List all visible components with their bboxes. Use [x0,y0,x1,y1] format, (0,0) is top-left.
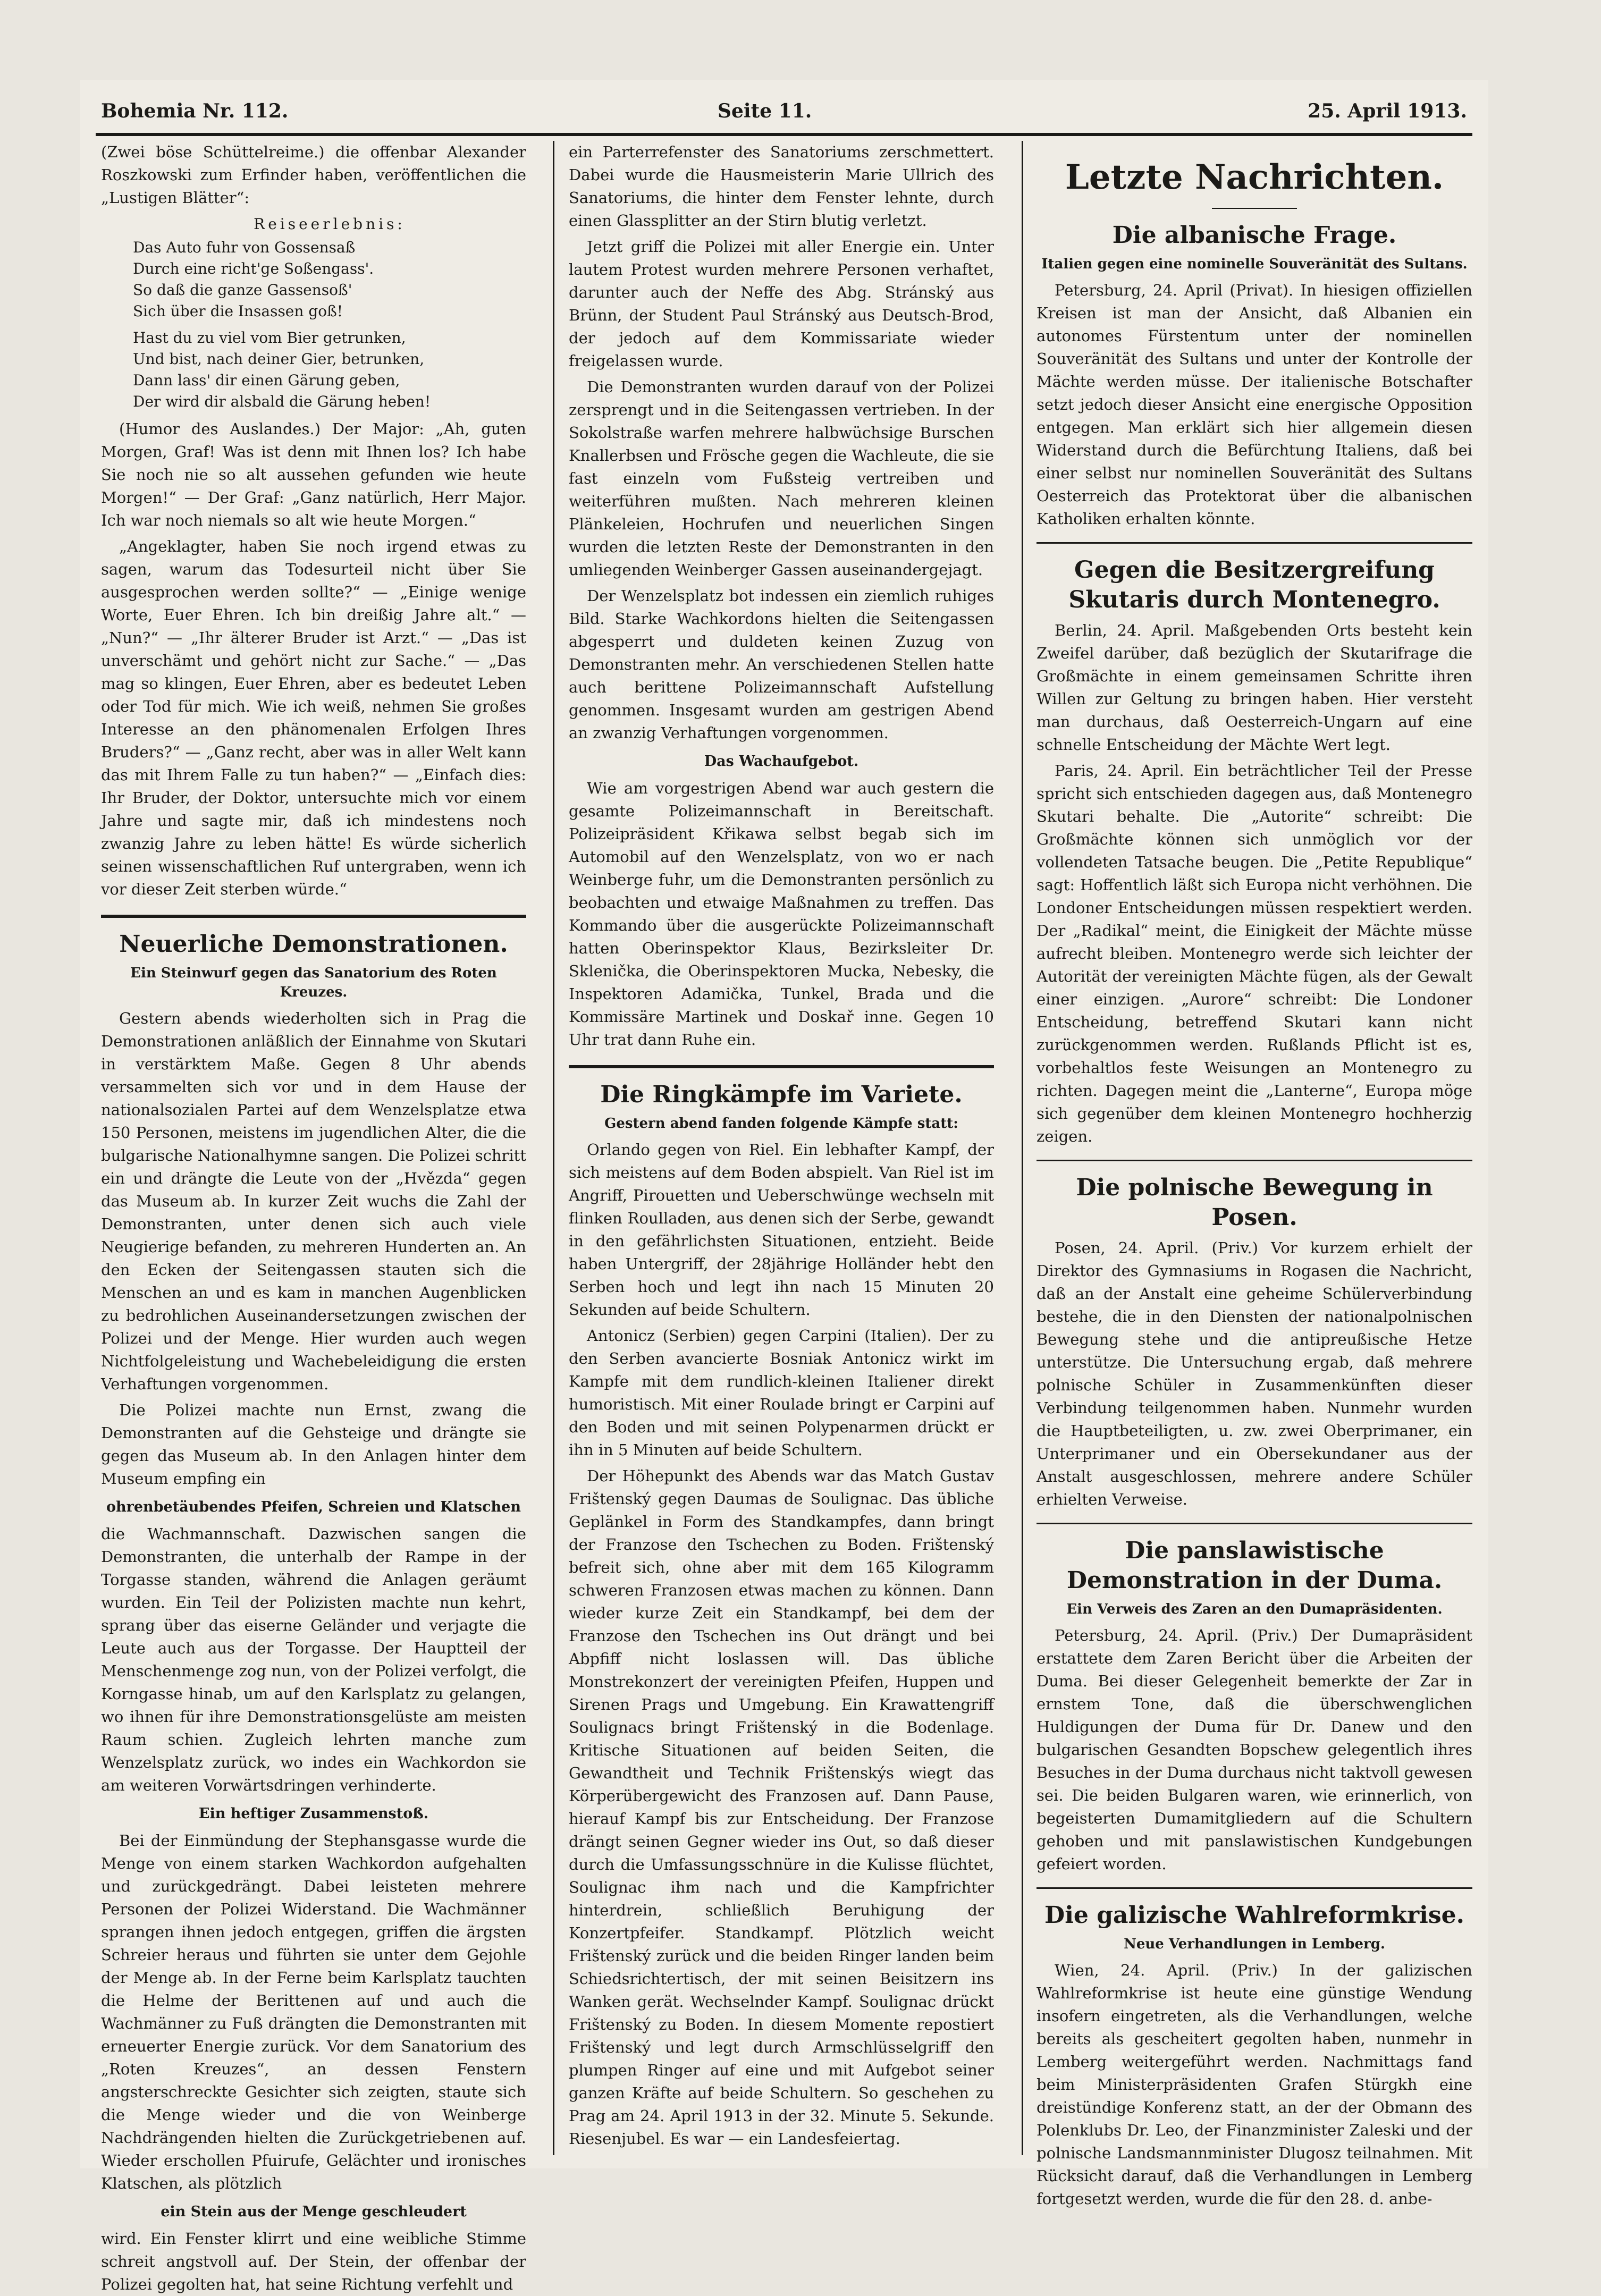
poem-2 [133,327,526,412]
article-paragraph: wird. Ein Fenster klirrt und eine weibliche Stimme schreit angstvoll auf. Der Stein, der offenbar der Polizei gegolten hat, hat seine Richtung verfehlt und [101,2230,526,2293]
article-paragraph: Berlin, 24. April. Maßgebenden Orts besteht kein Zweifel darüber, daß bezüglich der Skutarifrage die Großmächte in einem gemeinsamen Schritte ihren Willen zur Geltung zu bringen haben. Hier versteht man durchaus, daß Oesterreich-Ungarn auf eine schnelle Entscheidung der Mächte Wert legt. [1037,621,1472,754]
article-paragraph: Posen, 24. April. (Priv.) Vor kurzem erhielt der Direktor des Gymnasiums in Rogasen die Nachricht, daß an der Anstalt eine geheime Schülerverbindung bestehe, die in den Diensten der nationalpolnischen Bewegung stehe und die antipreußische Hetze unterstütze. Die Untersuchung ergab, daß mehrere polnische Schüler in Zusammenkünften dieser Verbindung teilgenommen haben. Nunmehr wurden die Hauptbeteiligten, u. zw. zwei Oberprimaner, ein Unterprimaner und ein Obersekundaner aus der Anstalt ausgeschlossen, mehrere andere Schüler erhielten Verweise. [1037,1239,1472,1508]
headline-rule [1212,208,1297,209]
masthead-page-number: Seite 11. [718,100,812,122]
poem-line: So daß die ganze Gassensoß' [133,281,352,299]
article-paragraph: Bei der Einmündung der Stephansgasse wurde die Menge von einem starken Wachkordon aufgehalten und zurückgedrängt. Dabei leisteten mehrere Personen der Polizei Widerstand. Die Wachmänner sprangen ihnen jedoch entgegen, griffen die ärgsten Schreier heraus und führten sie unter dem Gejohle der Menge ab. In der Ferne beim Karlsplatz tauchten die Helme der Berittenen auf und auch die Wachmänner zu Fuß drängten die Demonstranten mit erneuerter Energie zurück. Vor dem Sanatorium des „Roten Kreuzes“, an dessen Fenstern angsterschreckte Gesichter sich zeigten, staute sich die Menge wieder und die von Weinberge Nachdrängenden hielten die Zurückgetriebenen auf. Wieder erschollen Pfuirufe, Gelächter und ironisches Klatschen, als plötzlich [101,1831,526,2192]
newspaper-page [80,80,1488,2293]
section-rule [569,1065,994,1068]
article-paragraph: ein Parterrefenster des Sanatoriums zerschmettert. Dabei wurde die Hausmeisterin Marie Ullrich des Sanatoriums, die hinter dem Fenster lehnte, durch einen Glassplitter an der Stirn blutig verletzt. [569,143,994,230]
article-subhead: Italien gegen eine nominelle Souveränität des Sultans. [1041,256,1468,272]
poem-line: Und bist, nach deiner Gier, betrunken, [133,350,425,368]
masthead-issue: Bohemia Nr. 112. [101,100,289,122]
section-rule [1037,1523,1472,1524]
poem-line: Durch eine richt'ge Soßengass'. [133,260,374,277]
article-subhead: Ein Steinwurf gegen das Sanatorium des Roten Kreuzes. [130,965,497,1000]
article-paragraph: die Wachmannschaft. Dazwischen sangen die Demonstranten, die unterhalb der Rampe in der Torgasse standen, während die Anlagen geräumt wurden. Ein Teil der Polizisten machte nun kehrt, sprang über das eiserne Geländer und verjagte die Leute auch aus der Torgasse. Der Hauptteil der Menschenmenge zog nun, von der Polizei verfolgt, die Korngasse hinab, um auf den Karlsplatz zu gelangen, wo ihnen für ihre Demonstrationsgelüste am meisten Raum schien. Zugleich lehrten manche zum Wenzelsplatz zurück, wo indes ein Wachkordon sie am weiteren Vorwärtsdringen verhinderte. [101,1525,526,1794]
article-paragraph: Paris, 24. April. Ein beträchtlicher Teil der Presse spricht sich entschieden dagegen aus, daß Montenegro Skutari behalte. Die „Autorite“ schreibt: Die Großmächte können sich unmöglich vor der vollendeten Tatsache beugen. Die „Petite Republique“ sagt: Hoffentlich läßt sich Europa nicht verhöhnen. Die Londoner Entscheidungen müssen respektiert werden. Der „Radikal“ meint, die Einigkeit der Mächte müsse aufrecht bleiben. Montenegro werde sich leichter der Autorität der vereinigten Mächte fügen, als der Gewalt einer einzigen. „Aurore“ schreibt: Die Londoner Entscheidung, betreffend Skutari kann nicht zurückgenommen werden. Rußlands Pflicht ist es, vorbehaltlos feste Weisungen an Montenegro zu richten. Dagegen meint die „Lanterne“, Europa möge sich gegenüber dem kleinen Montenegro hochherzig zeigen. [1037,762,1472,1145]
poem-line: Dann lass' dir einen Gärung geben, [133,372,400,389]
intro-paragraph: (Zwei böse Schüttelreime.) die offenbar Alexander Roszkowski zum Erfinder haben, veröffentlichen die „Lustigen Blätter“: [101,143,526,207]
masthead-date: 25. April 1913. [1308,100,1467,122]
section-rule [1037,542,1472,544]
humor-paragraph: „Angeklagter, haben Sie noch irgend etwas zu sagen, warum das Todesurteil nicht über Sie ausgesprochen werden sollte?“ — „Einige wenige Worte, Euer Ehren. Ich bin dreißig Jahre alt.“ — „Nun?“ — „Ihr älterer Bruder ist Arzt.“ — „Das ist unverschämt und gehört nicht zur Sache.“ — „Das mag so klingen, Euer Ehren, aber es bedeutet Leben oder Tod für mich. Wie ich weiß, nehmen Sie großes Interesse an den phänomenalen Erfolgen Ihres Bruders?“ — „Ganz recht, aber was in aller Welt kann das mit Ihrem Falle zu tun haben?“ — „Einfach dies: Ihr Bruder, der Doktor, untersuchte mich vor einem Jahre und sagte mir, daß ich mindestens noch zwanzig Jahre zu leben hätte! Es würde sicherlich seinen wissenschaftlichen Ruf untergraben, wenn ich vor dieser Zeit sterben würde.“ [101,537,526,898]
article-headline-skutari: Gegen die Besitzergreifung Skutaris durch Montenegro. [1068,556,1440,613]
article-subhead: Ein Verweis des Zaren an den Dumapräsidenten. [1066,1601,1443,1617]
column-3 [1037,141,1472,2208]
article-lead-line: Gestern abend fanden folgende Kämpfe statt: [604,1116,958,1132]
section-rule [1037,1887,1472,1889]
article-paragraph: Die Demonstranten wurden darauf von der Polizei zersprengt und in die Seitengassen vertrieben. In der Sokolstraße warfen mehrere halbwüchsige Burschen Knallerbsen und Frösche gegen die Wachleute, die sie fast einzeln vom Fußsteig vertreiben und weiterführen mußten. Nach mehreren kleinen Plänkeleien, Hochrufen und neuerlichen Singen wurden die letzten Reste der Demonstranten in den umliegenden Weinberger Gassen auseinandergejagt. [569,378,994,579]
poem-line: Hast du zu viel vom Bier getrunken, [133,329,406,347]
article-paragraph: Antonicz (Serbien) gegen Carpini (Italien). Der zu den Serben avancierte Bosniak Antonicz wirkt im Kampfe mit dem rundlich-kleinen Italiener direkt humoristisch. Mit einer Roulade bringt er Carpini auf den Boden und mit seinen Polypenarmen drückt er ihn in 5 Minuten auf beide Schultern. [569,1327,994,1459]
section-headline-latest-news: Letzte Nachrichten. [1065,157,1444,197]
humor-paragraph: (Humor des Auslandes.) Der Major: „Ah, guten Morgen, Graf! Was ist denn mit Ihnen los? Ich habe Sie noch nie so alt aussehen gefunden wie heute Morgen!“ — Der Graf: „Ganz natürlich, Herr Major. Ich war noch niemals so alt wie heute Morgen.“ [101,420,526,529]
poem-1-title: Reiseerlebnis: [254,215,406,233]
article-paragraph: Orlando gegen von Riel. Ein lebhafter Kampf, der sich meistens auf dem Boden abspielt. Van Riel ist im Angriff, Pirouetten und Ueberschwünge wechseln mit flinken Roulladen, aus denen sich der Serbe, gewandt in den gefährlichsten Situationen, entzieht. Beide haben Untergriff, der 28jährige Holländer hebt den Serben hoch und legt ihn nach 15 Minuten 20 Sekunden auf beide Schultern. [569,1141,994,1319]
article-headline-galicia: Die galizische Wahlreformkrise. [1044,1902,1464,1929]
column-divider-1 [553,141,554,2155]
poem-line: Das Auto fuhr von Gossensaß [133,239,356,256]
article-headline-posen: Die polnische Bewegung in Posen. [1076,1174,1433,1231]
section-rule [1037,1160,1472,1161]
article-headline-demonstrations: Neuerliche Demonstrationen. [119,931,508,958]
poem-line: Sich über die Insassen goß! [133,302,343,320]
article-paragraph: Die Polizei machte nun Ernst, zwang die Demonstranten auf die Gehsteige und drängte sie gegen das Museum ab. In den Anlagen hinter dem Museum empfing ein [101,1401,526,1488]
article-headline-duma: Die panslawistische Demonstration in der Duma. [1066,1537,1443,1594]
article-paragraph: Der Höhepunkt des Abends war das Match Gustav Frištenský gegen Daumas de Soulignac. Das übliche Geplänkel in Form des Standkampfes, dann bringt der Franzose den Tschechen zu Boden. Frištenský befreit sich, ohne aber mit dem 165 Kilogramm schweren Franzosen etwas machen zu können. Dann wieder kurze Zeit ein Standkampf, bei dem der Franzose den Tschechen ins Out drängt und bei Abpfiff nicht loslassen will. Das übliche Monstrekonzert der vereinigten Pfeifen, Huppen und Sirenen Prags und Umgebung. Ein Krawattengriff Soulignacs bringt Frištenský in die Bodenlage. Kritische Situationen auf beiden Seiten, die Gewandtheit und Technik Frištenskýs wiegt das Körperübergewicht des Franzosen auf. Dann Pause, hierauf Kampf bis zur Entscheidung. Der Franzose drängt seinen Gegner wieder ins Out, so daß dieser durch die Umfassungsschnüre in die Kulisse flüchtet, Soulignac ihm nach und die Kampfrichter hinterdrein, schließlich Beruhigung der Konzertpfeifer. Standkampf. Plötzlich weicht Frištenský zurück und die beiden Ringer landen beim Schiedsrichtertisch, der mit seinen Beisitzern ins Wanken gerät. Wechselnder Kampf. Soulignac drückt Frištenský zu Boden. In diesem Momente repostiert Frištenský und legt durch Armschlüsselgriff den plumpen Ringer auf eine und mit Aufgebot seiner ganzen Kräfte auf beide Schultern. So geschehen zu Prag am 24. April 1913 in der 32. Minute 5. Sekunde. Riesenjubel. Es war — ein Landesfeiertag. [569,1467,994,2148]
article-paragraph: Wie am vorgestrigen Abend war auch gestern die gesamte Polizeimannschaft in Bereitschaft. Polizeipräsident Křikawa selbst begab sich im Automobil auf den Wenzelsplatz, von wo er nach Weinberge fuhr, um die Demonstranten persönlich zu beobachten und etwaige Maßnahmen zu treffen. Das Kommando über die ausgerückte Polizeimannschaft hatten Oberinspektor Klaus, Bezirksleiter Dr. Sklenička, die Oberinspektoren Mucka, Nebesky, die Inspektoren Adamička, Tunkel, Brada und die Kommissäre Martinek und Doskař inne. Gegen 10 Uhr trat dann Ruhe ein. [569,779,994,1049]
masthead-rule [96,133,1472,136]
inline-heading: Ein heftiger Zusammenstoß. [198,1805,429,1822]
inline-heading: Das Wachaufgebot. [704,753,859,770]
column-1 [101,141,526,2293]
article-paragraph: Wien, 24. April. (Priv.) In der galizischen Wahlreformkrise ist heute eine günstige Wendung insofern eingetreten, als die Verhandlungen, welche bereits als gescheitert gegolten haben, nunmehr in Lemberg weitergeführt werden. Nachmittags fand beim Ministerpräsidenten Grafen Stürgkh eine dreistündige Konferenz statt, an der der Obmann des Polenklubs Dr. Leo, der Finanzminister Zaleski und der polnische Landsmannminister Dlugosz teilnahmen. Mit Rücksicht darauf, daß die Verhandlungen in Lemberg fortgesetzt werden, wurde die für den 28. d. anbe- [1037,1961,1472,2208]
article-paragraph: Petersburg, 24. April. (Priv.) Der Dumapräsident erstattete dem Zaren Bericht über die Arbeiten der Duma. Bei dieser Gelegenheit bemerkte der Zar in ernstem Tone, daß die überschwenglichen Huldigungen der Duma für Dr. Danew und den bulgarischen Gesandten Bopschew gelegentlich ihres Besuches in der Duma durchaus nicht taktvoll gewesen sei. Die beiden Bulgaren waren, wie erinnerlich, von begeisterten Dumamitgliedern auf die Schultern gehoben und mit panslawistischen Kundgebungen gefeiert worden. [1037,1626,1472,1873]
article-paragraph: Der Wenzelsplatz bot indessen ein ziemlich ruhiges Bild. Starke Wachkordons hielten die Seitengassen abgesperrt und duldeten keinen Zuzug von Demonstranten mehr. An verschiedenen Stellen hatte auch berittene Polizeimannschaft Aufstellung genommen. Insgesamt wurden am gestrigen Abend an zwanzig Verhaftungen vorgenommen. [569,587,994,742]
column-2 [569,141,994,2155]
masthead [80,80,1488,128]
inline-heading: ohrenbetäubendes Pfeifen, Schreien und Klatschen [106,1499,521,1515]
article-paragraph: Petersburg, 24. April (Privat). In hiesigen offiziellen Kreisen ist man der Ansicht, daß Albanien ein autonomes Fürstentum unter der nominellen Souveränität des Sultans und unter der Kontrolle der Mächte werden müsse. Der italienische Botschafter setzt jedoch dieser Ansicht eine energische Opposition entgegen. Man erklärt sich hier allgemein diesen Widerstand durch die Befürchtung Italiens, daß bei einer selbst nur nominellen Souveränität des Sultans Oesterreich das Protektorat über die albanischen Katholiken erhalten könnte. [1037,281,1472,528]
poem-line: Der wird dir alsbald die Gärung heben! [133,393,431,410]
article-paragraph: Gestern abends wiederholten sich in Prag die Demonstrationen anläßlich der Einnahme von Skutari in verstärktem Maße. Gegen 8 Uhr abends versammelten sich vor und in dem Hause der nationalsozialen Partei auf dem Wenzelsplatze etwa 150 Personen, meistens im jugendlichen Alter, die die bulgarische Nationalhymne sangen. Die Polizei schritt ein und drängte die Leute von der „Hvězda“ gegen das Museum ab. In kurzer Zeit wuchs die Zahl der Demonstranten, unter denen sich auch viele Neugierige befanden, zu mehreren Hunderten an. An den Ecken der Seitengassen stauten sich die Menschen an und es kam in manchen Augenblicken zu bedrohlichen Auseinandersetzungen zwischen der Polizei und der Menge. Hier wurden auch wegen Nichtfolgeleistung und Wachebeleidigung die ersten Verhaftungen vorgenommen. [101,1009,526,1393]
poem-1 [133,214,526,322]
article-paragraph: Jetzt griff die Polizei mit aller Energie ein. Unter lautem Protest wurden mehrere Personen verhaftet, darunter auch der Neffe des Abg. Stránský aus Brünn, der Student Paul Stránský aus Deutsch-Brod, der jedoch auf dem Kommissariate wieder freigelassen wurde. [569,238,994,370]
article-headline-albania: Die albanische Frage. [1112,222,1397,249]
article-subhead: Neue Verhandlungen in Lemberg. [1124,1936,1385,1952]
column-divider-2 [1022,141,1023,2155]
inline-heading: ein Stein aus der Menge geschleudert [161,2204,467,2220]
article-headline-wrestling: Die Ringkämpfe im Variete. [600,1081,963,1108]
section-rule [101,915,526,918]
